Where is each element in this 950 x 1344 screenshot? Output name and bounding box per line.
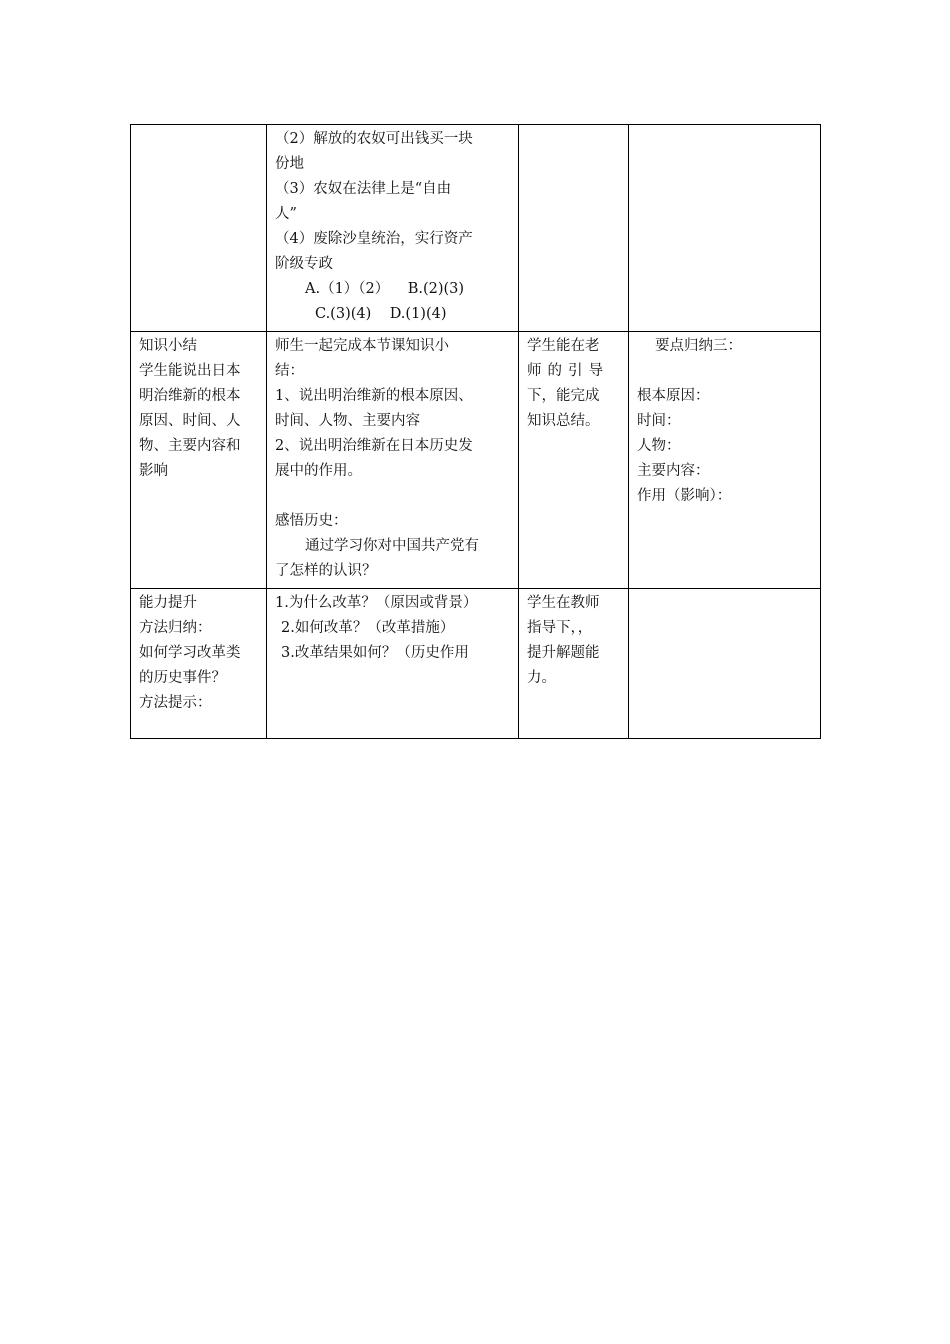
goal-line: 明治维新的根本: [139, 388, 241, 404]
exercise-line: 人”: [275, 206, 297, 222]
cell-student-activity: [519, 589, 629, 739]
student-line: 师的引导: [527, 363, 609, 379]
activity-line: 展中的作用。: [275, 463, 362, 479]
reflection-question: 通过学习你对中国共产党有: [305, 538, 479, 554]
cell-summary-activity: [267, 332, 519, 589]
question-line: 1.为什么改革？（原因或背景）: [275, 595, 478, 611]
student-line: 力。: [527, 670, 556, 686]
key-point-item: 人物：: [637, 438, 681, 454]
answer-options: A.（1）（2） B.(2)(3): [305, 281, 465, 297]
student-line: 下，能完成: [527, 388, 600, 404]
goal-line: 物、主要内容和: [139, 438, 241, 454]
key-point-item: 时间：: [637, 413, 681, 429]
reflection-heading: 感悟历史：: [275, 513, 348, 529]
student-line: 知识总结。: [527, 413, 600, 429]
question-line: 2.如何改革？（改革措施）: [281, 620, 455, 636]
cell-ability-activity: [267, 589, 519, 739]
cell-empty: [519, 125, 629, 332]
method-line: 如何学习改革类: [139, 645, 241, 661]
table-row: [131, 332, 821, 589]
key-point-item: 根本原因：: [637, 388, 710, 404]
question-line: 3.改革结果如何？（历史作用: [281, 645, 469, 661]
section-title: 知识小结: [139, 338, 197, 354]
section-title: 能力提升: [139, 595, 197, 611]
activity-line: 结：: [275, 363, 304, 379]
cell-empty: [629, 589, 821, 739]
activity-line: 师生一起完成本节课知识小: [275, 338, 449, 354]
goal-line: 学生能说出日本: [139, 363, 241, 379]
cell-summary-goal: [131, 332, 267, 589]
lesson-plan-table: [130, 124, 821, 739]
answer-options: C.(3)(4) D.(1)(4): [315, 306, 447, 322]
activity-line: 1、说出明治维新的根本原因、: [275, 388, 473, 404]
key-point-item: 主要内容：: [637, 463, 710, 479]
goal-line: 原因、时间、人: [139, 413, 241, 429]
exercise-line: （3）农奴在法律上是“自由: [275, 181, 452, 197]
student-line: 学生在教师: [527, 595, 600, 611]
cell-student-activity: [519, 332, 629, 589]
goal-line: 影响: [139, 463, 168, 479]
table-row: [131, 125, 821, 332]
student-line: 提升解题能: [527, 645, 600, 661]
exercise-line: 阶级专政: [275, 256, 333, 272]
key-points-title: 要点归纳三：: [655, 338, 742, 354]
table-row: [131, 589, 821, 739]
method-line: 的历史事件？: [139, 670, 226, 686]
cell-empty: [629, 125, 821, 332]
activity-line: 2、说出明治维新在日本历史发: [275, 438, 473, 454]
reflection-question: 了怎样的认识？: [275, 563, 377, 579]
spacer: [637, 359, 812, 384]
method-line: 方法提示：: [139, 695, 212, 711]
exercise-line: 份地: [275, 156, 304, 172]
cell-key-points: [629, 332, 821, 589]
exercise-line: （2）解放的农奴可出钱买一块: [275, 131, 473, 147]
method-line: 方法归纳：: [139, 620, 212, 636]
activity-line: 时间、人物、主要内容: [275, 413, 420, 429]
student-line: 指导下，，: [527, 620, 593, 636]
cell-empty: [131, 125, 267, 332]
cell-exercise: [267, 125, 519, 332]
cell-ability-goal: [131, 589, 267, 739]
spacer: [275, 484, 510, 509]
key-point-item: 作用（影响）：: [637, 488, 732, 504]
exercise-line: （4）废除沙皇统治，实行资产: [275, 231, 473, 247]
student-line: 学生能在老: [527, 338, 600, 354]
